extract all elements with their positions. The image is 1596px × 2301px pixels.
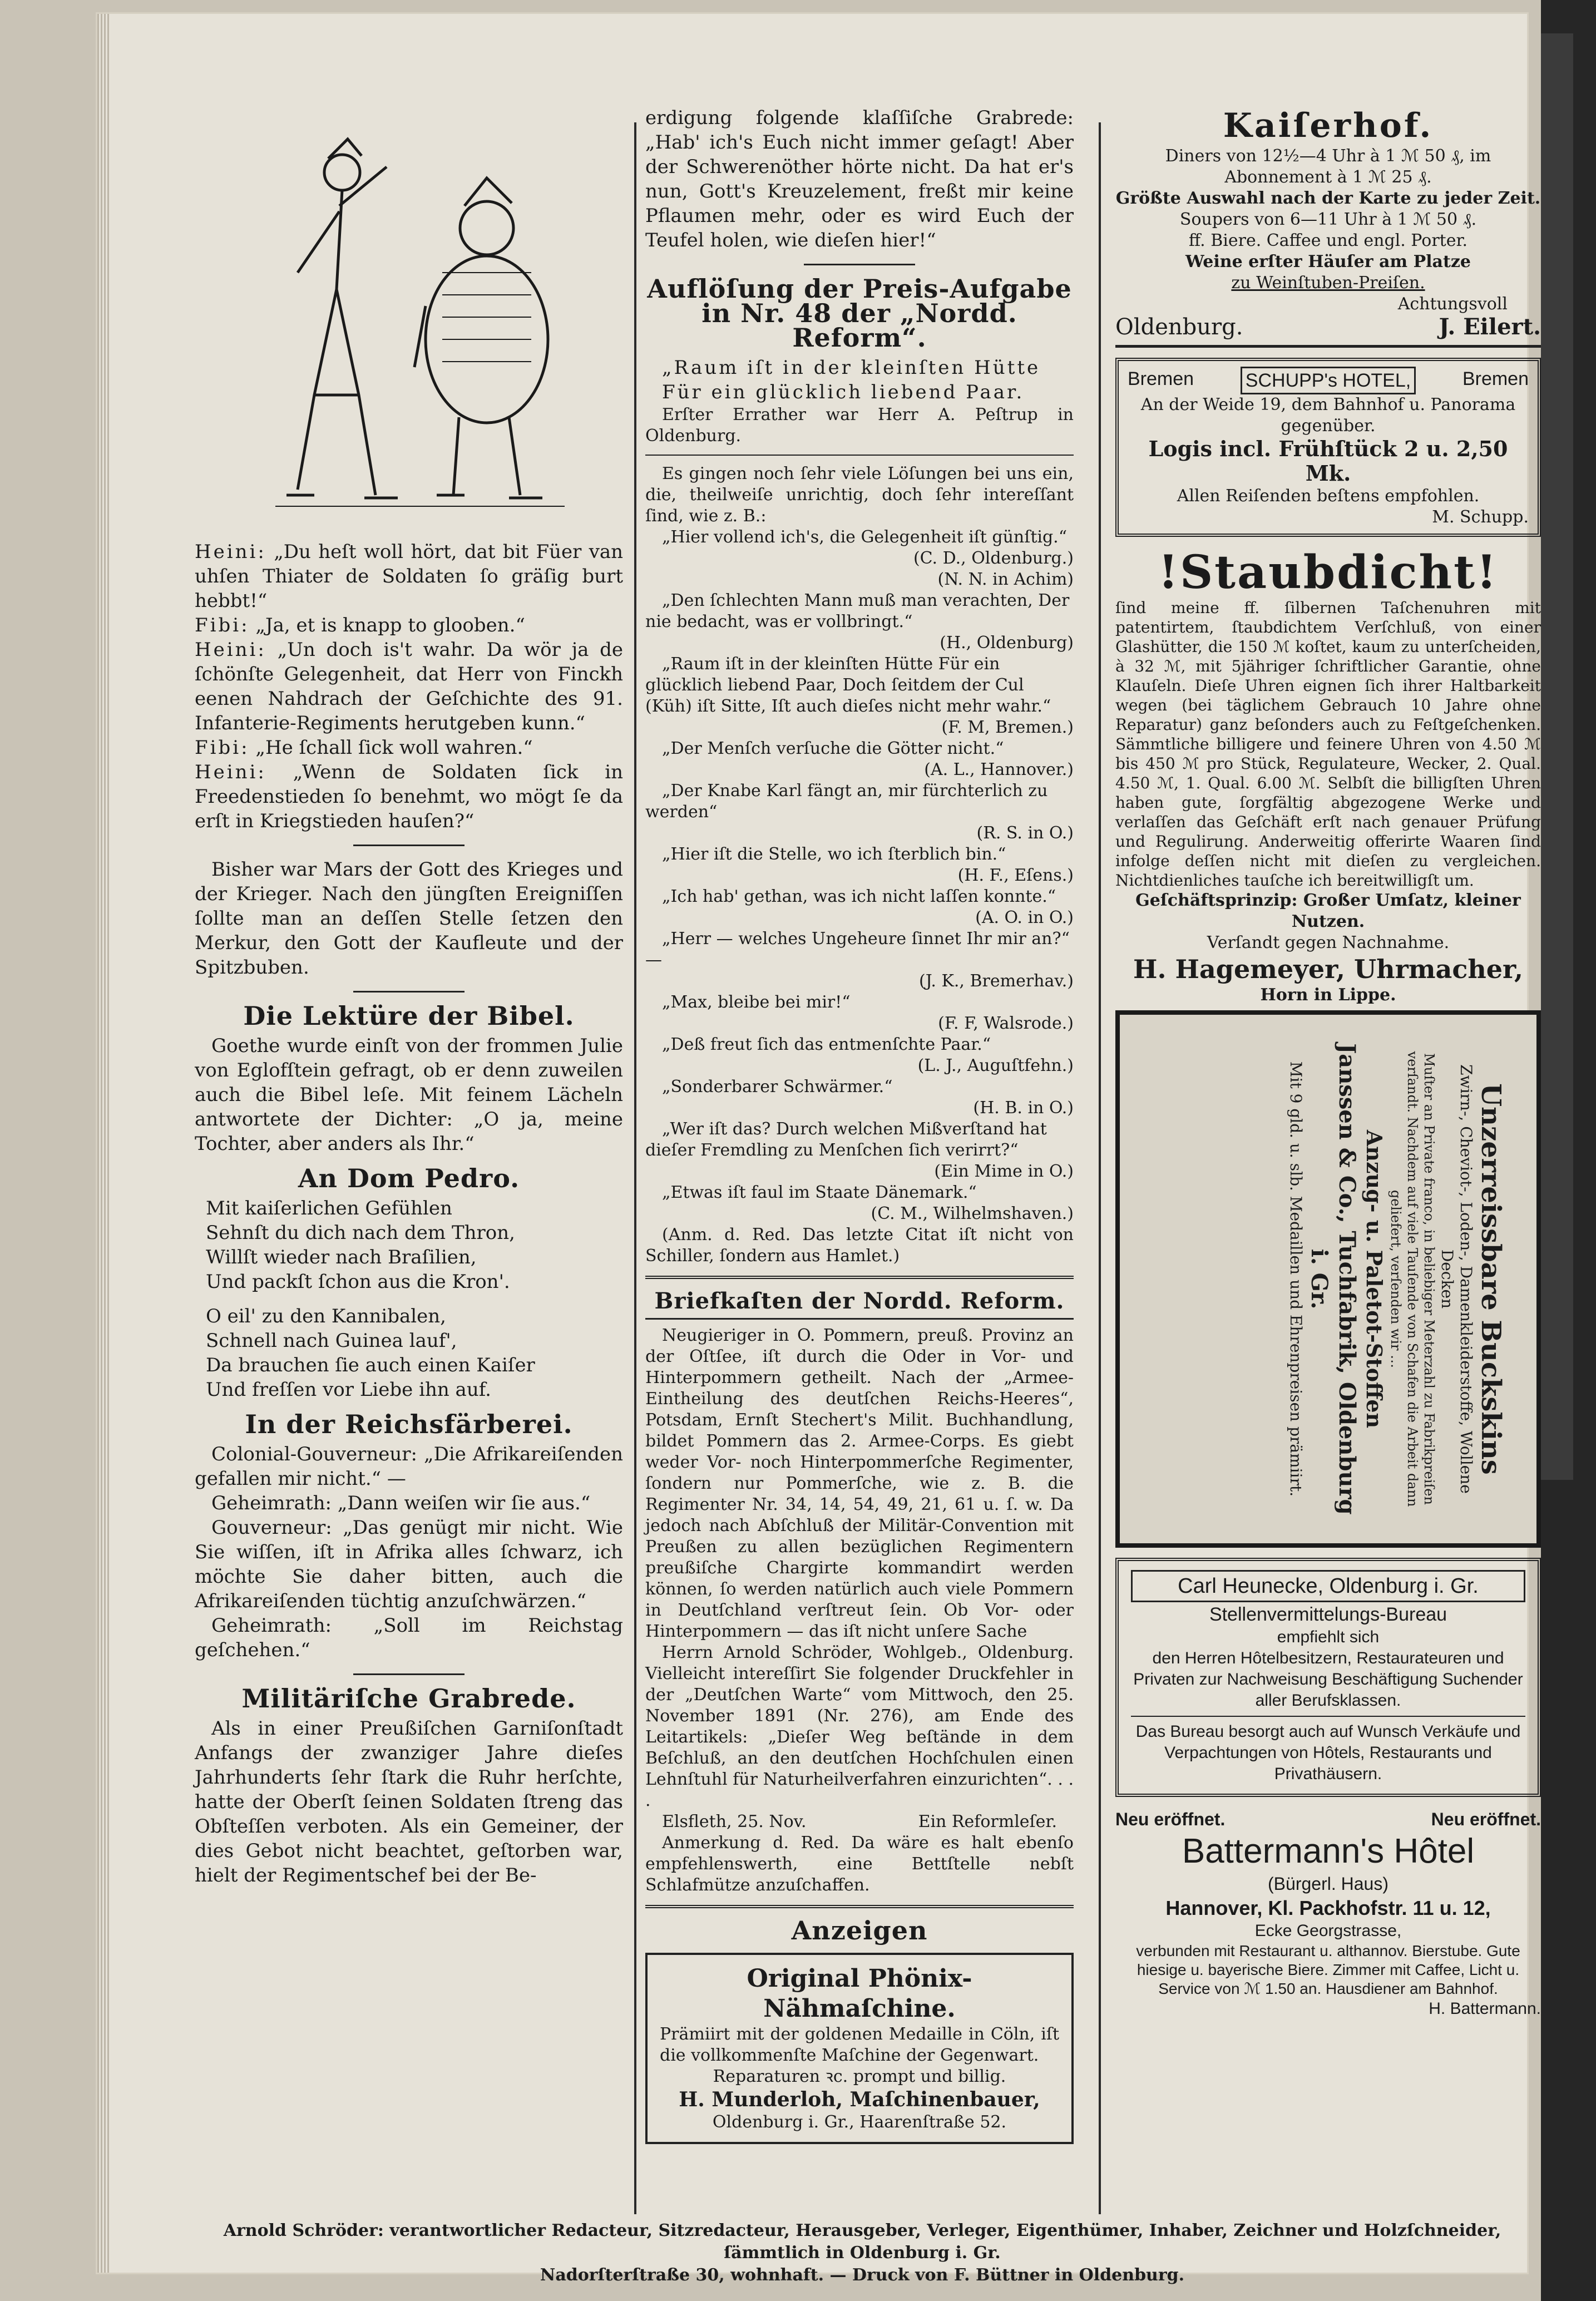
brief-text-1: Neugieriger in O. Pommern, preuß. Provinz an der Oſtſee, iſt durch die Oder in Vor- und Hinterpommern getheilt. Nach der „Armee-Eintheilung des deutſchen Reichs-Heeres“, Potsdam, Ernſt Stechert's Milit. Buchhandlung, bildet Pommern das 2. Armee-Corps. Es giebt weder Vor- noch Hinterpommerſche Regimenter, ſondern nur Pommerſche, wie z. B. die Regimenter Nr. 34, 14, 54, 49, 21, 61 u. ſ. w. Da jedoch nach Abſchluß der Militär-Convention mit Preußen zu allen bezüglichen Regimentern preußiſche Chargirte kommandirt werden können, ſo werden natürlich auch viele Pommern in Deutſchland verſtreut ſein. Ob Vor- oder Hinterpommern — das iſt nicht unſere Sache: [645, 1326, 1074, 1641]
column-1: [195, 106, 623, 1888]
reich-line: Colonial-Gouverneur: „Die Afrikareiſenden gefallen mir nicht.“ —: [195, 1443, 623, 1490]
brief-title: Briefkaſten der Nordd. Reform.: [645, 1289, 1074, 1320]
imprint-line-2: Nadorſterſtraße 30, wohnhaft. — Druck von F. Büttner in Oldenburg.: [540, 2265, 1185, 2285]
column-3: [1115, 106, 1541, 2019]
aufl-title-1: Auflöſung der Preis-Aufgabe: [647, 274, 1072, 304]
speaker: Heini:: [195, 639, 266, 661]
schupp-city: Bremen: [1128, 368, 1194, 389]
reich-line: Geheimrath: „Dann weiſen wir ſie aus.“: [211, 1492, 591, 1514]
page-stack-edge: [97, 14, 111, 2273]
staubdicht-cod: Verſandt gegen Nachnahme.: [1207, 933, 1450, 952]
staubdicht-principle: Geſchäftsprinzip: Großer Umſatz, kleiner Nutzen.: [1135, 891, 1521, 931]
verse-line: O eil' zu den Kannibalen,: [206, 1305, 446, 1327]
pedro-verse-2: [206, 1304, 623, 1402]
kaiserhof-name: J. Eilert.: [1439, 314, 1541, 340]
schupp-price: Logis incl. Frühſtück 2 u. 2,50 Mk.: [1148, 436, 1508, 486]
entry-quote: „Wer iſt das? Durch welchen Mißverſtand hat dieſer Fremdling zu Menſchen ſich verirrt?“: [645, 1119, 1047, 1160]
reich-line: Geheimrath: „Soll im Reichstag geſchehen.“: [195, 1614, 623, 1661]
dialog-line: [195, 760, 623, 833]
verse-line: Da brauchen ſie auch einen Kaiſer: [206, 1354, 535, 1376]
janssen-headline: Unzerreissbare Buckskins: [1475, 1083, 1506, 1475]
pedro-title: An Dom Pedro.: [298, 1163, 520, 1193]
kaiserhof-line: Diners von 12½—4 Uhr à 1 ℳ 50 ₰, im Abonnement à 1 ℳ 25 ₰.: [1165, 146, 1491, 187]
pedro-verse-1: [206, 1196, 623, 1294]
schupp-header: [1128, 367, 1529, 394]
verse-line: Und packſt ſchon aus die Kron'.: [206, 1271, 510, 1293]
kaiserhof-line: zu Weinſtuben-Preiſen.: [1231, 273, 1425, 293]
staubdicht-name: H. Hagemeyer, Uhrmacher,: [1133, 954, 1523, 984]
battermann-sub: (Bürgerl. Haus): [1268, 1874, 1389, 1894]
dialog-line: [195, 638, 623, 735]
speech: „Du heſt woll hört, dat bit Füer van uhſen Thiater de Soldaten ſo gräſig burt hebbt!“: [195, 541, 623, 612]
entry-quote: „Max, bleibe bei mir!“: [662, 993, 851, 1012]
schupp-hotel-ad: [1115, 358, 1541, 537]
verse-line: Und freſſen vor Liebe ihn auf.: [206, 1379, 491, 1401]
mars-paragraph: Bisher war Mars der Gott des Krieges und der Krieger. Nach den jüngſten Ereigniſſen ſollte man an deſſen Stelle ſetzen den Merkur, den Gott der Kaufleute und der Spitzbuben.: [195, 858, 623, 979]
speech: „Wenn de Soldaten ſick in Freedenstieden ſo benehmt, wo mögt ſe da erſt in Kriegstieden hauſen?“: [195, 761, 623, 832]
entry-author: (N. N. in Achim): [937, 570, 1074, 589]
speech: „He ſchall ſick woll wahren.“: [255, 737, 533, 759]
aufl-entries: [645, 527, 1074, 1224]
dialog-line: [195, 540, 623, 613]
book-cover: [1541, 0, 1596, 2301]
separator: [645, 1905, 1074, 1908]
phoenix-name: H. Munderloh, Maſchinenbauer,: [679, 2088, 1040, 2111]
battermann-new-right: Neu eröffnet.: [1431, 1809, 1541, 1829]
kaiserhof-respect: Achtungsvoll: [1397, 294, 1508, 314]
entry-quote: „Herr — welches Ungeheure ſinnet Ihr mir an?“ —: [645, 929, 1070, 970]
separator: [645, 1276, 1074, 1279]
entry-author: (L. J., Auguſtfehn.): [917, 1056, 1074, 1075]
heunecke-rule: [1131, 1716, 1525, 1717]
staubdicht-text: ſind meine ff. ſilbernen Taſchenuhren mit patentirtem, ſtaubdichtem Verſchluß, von einer Glashütter, die 150 ℳ koſtet, kaum zu unterſcheiden, à 32 ℳ, mit 5jähriger ſchriftlicher Garantie, ohne Klauſeln. Dieſe Uhren eignen ſich ihrer Haltbarkeit wegen (bei täglichem Gebrauch 10 Jahre ohne Reparatur) ganz beſonders auch zu Feſtgeſchenken. Sämmtliche billigere und feinere Uhren von 4.50 ℳ bis 450 ℳ pro Stück, Regulateure, Wecker, 2. Qual. 4.50 ℳ, 1. Qual. 6.00 ℳ. Selbſt die billigſten Uhren haben gute, ſorgfältig abgezogene Werke und verlaſſen das Geſchäft erſt nach genauer Prüfung und Regulirung. Anderweitig offerirte Waaren ſind infolge deſſen nicht mit dieſen zu vergleichen. Nichtdienliches tauſche ich bereitwilligſt um.: [1115, 599, 1541, 890]
heunecke-text-3: Das Bureau besorgt auch auf Wunsch Verkäufe und Verpachtungen von Hôtels, Restaurants und Privathäusern.: [1135, 1722, 1521, 1783]
phoenix-text: Prämiirt mit der goldenen Medaille in Cöln, iſt die vollkommenſte Maſchine der Gegenwart.: [660, 2025, 1059, 2065]
battermann-name: H. Battermann.: [1429, 1999, 1541, 2018]
reich-line: Gouverneur: „Das genügt mir nicht. Wie Sie wiſſen, iſt in Afrika alles ſchwarz, ich möchte Sie daher bitten, auch die Afrikareiſenden tüchtig anzuſchwärzen.“: [195, 1517, 623, 1612]
entry-author: (C. M., Wilhelmshaven.): [871, 1204, 1074, 1223]
aufl-note: (Anm. d. Red. Das letzte Citat iſt nicht von Schiller, ſondern aus Hamlet.): [645, 1225, 1074, 1266]
janssen-ad: [1115, 1010, 1541, 1548]
kaiserhof-line: Weine erſter Häuſer am Platze: [1185, 252, 1471, 271]
phoenix-ad: [645, 1953, 1074, 2144]
reich-title: In der Reichsfärberei.: [245, 1409, 573, 1439]
cover-spine: [1541, 33, 1573, 1480]
janssen-sub: Zwirn-, Cheviot-, Loden-, Damenkleiderstoffe, Wollene Decken: [1437, 1064, 1475, 1494]
imprint-footer: [195, 2220, 1530, 2287]
separator: [804, 264, 915, 265]
staubdicht-title: !Staubdicht!: [1158, 546, 1499, 599]
entry-quote: „Hier vollend ich's, die Gelegenheit iſt günſtig.“: [662, 527, 1068, 547]
separator: [353, 1673, 465, 1675]
entry-quote: „Der Knabe Karl fängt an, mir fürchterlich zu werden“: [645, 781, 1048, 822]
aufl-intro: Es gingen noch ſehr viele Löſungen bei uns ein, die, theilweiſe unrichtig, doch ſehr intereſſant ſind, wie z. B.:: [645, 464, 1074, 526]
entry-author: (C. D., Oldenburg.): [913, 549, 1074, 568]
grab-title: Militäriſche Grabrede.: [241, 1683, 576, 1714]
column-2: [645, 106, 1074, 2154]
schupp-address: An der Weide 19, dem Bahnhof u. Panorama gegenüber.: [1140, 395, 1516, 436]
heunecke-text-2: den Herren Hôtelbesitzern, Restaurateuren und Privaten zur Nachweisung Beschäftigung Suchender aller Berufsklassen.: [1133, 1649, 1523, 1710]
bibel-text: Goethe wurde einſt von der frommen Julie von Eglofſtein gefragt, ob er denn zuweilen auch die Bibel leſe. Mit feinem Lächeln antwortete der Dichter: „O ja, meine Tochter, aber anders als Ihr.“: [195, 1035, 623, 1155]
kaiserhof-signature: [1115, 315, 1541, 339]
schupp-signature: M. Schupp.: [1432, 507, 1529, 527]
entry-quote: „Raum iſt in der kleinſten Hütte Für ein glücklich liebend Paar, Doch ſeitdem der Cul (Küh) iſt Sitte, Iſt auch dieſes nicht mehr wahr.“: [645, 654, 1051, 716]
kaiserhof-place: Oldenburg.: [1115, 314, 1243, 340]
battermann-title: Battermann's Hôtel: [1182, 1832, 1475, 1870]
kaiserhof-line: Soupers von 6—11 Uhr à 1 ℳ 50 ₰.: [1179, 210, 1477, 229]
entry-author: (Ein Mime in O.): [934, 1162, 1074, 1181]
schupp-recommend: Allen Reiſenden beſtens empfohlen.: [1177, 486, 1480, 506]
entry-author: (J. K., Bremerhav.): [918, 971, 1074, 991]
speaker: Fibi:: [195, 737, 250, 759]
staubdicht-place: Horn in Lippe.: [1260, 985, 1396, 1005]
kaiserhof-line: ff. Biere. Caffee und engl. Porter.: [1188, 231, 1468, 250]
imprint-line-1: Arnold Schröder: verantwortlicher Redacteur, Sitzredacteur, Herausgeber, Verleger, Eigenthümer, Inhaber, Zeichner und Holzſchneider, ſämmtlich in Oldenburg i. Gr.: [223, 2221, 1501, 2263]
phoenix-address: Oldenburg i. Gr., Haarenſtraße 52.: [712, 2112, 1007, 2132]
battermann-ad: [1115, 1807, 1541, 2019]
entry-author: (H. B. in O.): [973, 1098, 1074, 1118]
heunecke-sub: Stellenvermittelungs-Bureau: [1209, 1604, 1447, 1625]
anzeigen-title: Anzeigen: [791, 1915, 928, 1946]
entry-quote: „Ich hab' gethan, was ich nicht laſſen konnte.“: [662, 887, 1056, 906]
dialog-block: [195, 540, 623, 833]
column-rule-2: [1099, 122, 1101, 2214]
heunecke-title: Carl Heunecke, Oldenburg i. Gr.: [1131, 1570, 1525, 1602]
janssen-coat: Anzug- u. Paletot-Stoffen: [1361, 1129, 1387, 1429]
separator: [353, 991, 465, 993]
entry-author: (A. O. in O.): [975, 908, 1074, 927]
entry-author: (H., Oldenburg): [940, 633, 1074, 653]
entry-author: (R. S. in O.): [976, 823, 1074, 843]
brief-signature: [645, 1811, 1074, 1833]
entry-quote: „Hier iſt die Stelle, wo ich ſterblich bin.“: [662, 845, 1006, 864]
entry-author: (F. M, Bremen.): [941, 718, 1074, 737]
phoenix-repairs: Reparaturen ꝛc. prompt und billig.: [713, 2067, 1006, 2086]
janssen-firm: Janssen & Co., Tuchfabrik, Oldenburg i. Gr.: [1306, 1043, 1360, 1515]
verse-line: Willſt wieder nach Braſilien,: [206, 1246, 477, 1268]
brief-note: Anmerkung d. Red. Da wäre es halt ebenſo empfehlenswerth, eine Bettſtelle nebſt Schlafmütze anzuſchaffen.: [645, 1833, 1074, 1895]
verse-line: Mit kaiſerlichen Gefühlen: [206, 1197, 452, 1219]
janssen-rotated: [1150, 1034, 1506, 1524]
entry-quote: „Etwas iſt faul im Staate Dänemark.“: [662, 1183, 977, 1202]
aufl-first: Erſter Errather war Herr A. Peſtrup in Oldenburg.: [645, 405, 1074, 446]
separator: [645, 455, 1074, 456]
schupp-name: SCHUPP's HOTEL,: [1241, 367, 1416, 394]
aufl-verse-1: „Raum iſt in der kleinſten Hütte: [662, 357, 1041, 379]
verse-line: Sehnſt du dich nach dem Thron,: [206, 1222, 515, 1244]
dialog-line: [195, 735, 623, 760]
speaker: Heini:: [195, 541, 266, 563]
battermann-text: verbunden mit Restaurant u. althannov. Bierstube. Gute hiesige u. bayerische Biere. Zimmer mit Caffee, Licht u. Service von ℳ 1.50 an. Hausdiener am Bahnhof.: [1136, 1942, 1520, 1997]
heunecke-text-1: empfiehlt sich: [1277, 1628, 1380, 1646]
schupp-city: Bremen: [1462, 368, 1529, 389]
speaker: Fibi:: [195, 614, 250, 636]
verse-line: Schnell nach Guinea lauf',: [206, 1330, 457, 1352]
grab-text: Als in einer Preußiſchen Garniſonſtadt Anfangs der zwanziger Jahre dieſes Jahrhunderts ſehr ſtark die Ruhr herſchte, hatte der Oberſt ſeinen Soldaten ſtreng das Obſteſſen verboten. Als ein Gemeiner, der dies Gebot nicht beachtet, geſtorben war, hielt der Regimentschef bei der Be-: [195, 1717, 623, 1887]
speech: „Ja, et is knapp to glooben.“: [255, 614, 525, 636]
janssen-body: Muſter an Private franco, in beliebiger Meterzahl zu Fabrikpreiſen verſandt. Nachdem auf viele Tauſende von Schafen die Arbeit dann geliefert, verſenden wir …: [1387, 1051, 1437, 1507]
entry-quote: „Der Menſch verſuche die Götter nicht.“: [662, 739, 1004, 758]
cartoon-illustration: [231, 106, 587, 529]
janssen-medal: Mit 9 gld. u. slb. Medaillen und Ehrenpreisen prämiirt.: [1286, 1061, 1305, 1497]
phoenix-title: Original Phönix-Nähmaſchine.: [747, 1964, 972, 2023]
speaker: Heini:: [195, 761, 266, 783]
grab-continuation: erdigung folgende klaſſiſche Grabrede: „Hab' ich's Euch nicht immer geſagt! Aber der Schwerenöther hörte nicht. Da hat er's nun, Gott's Kreuzelement, freßt mir keine Pflaumen mehr, oder es wird Euch der Teufel holen, wie dieſen hier!“: [645, 107, 1074, 251]
battermann-corner: Ecke Georgstrasse,: [1254, 1922, 1402, 1940]
separator: [353, 845, 465, 846]
aufl-title-2: in Nr. 48 der „Nordd. Reform“.: [701, 298, 1017, 353]
bibel-title: Die Lektüre der Bibel.: [243, 1001, 575, 1031]
brief-sig-place: Elsfleth, 25. Nov.: [662, 1812, 807, 1831]
entry-quote: „Den ſchlechten Mann muß man verachten, Der nie bedacht, was er vollbringt.“: [645, 591, 1070, 631]
kaiserhof-line: Größte Auswahl nach der Karte zu jeder Zeit.: [1115, 189, 1541, 208]
kaiserhof-ad: [1115, 106, 1541, 339]
brief-sig-name: Ein Reformleſer.: [918, 1812, 1057, 1831]
battermann-new: [1115, 1807, 1541, 1831]
entry-quote: „Deß freut ſich das entmenſchte Paar.“: [662, 1035, 991, 1054]
kaiserhof-title: Kaiſerhof.: [1223, 106, 1434, 145]
brief-text-2: Herrn Arnold Schröder, Wohlgeb., Oldenburg. Vielleicht intereſſirt Sie folgender Druckfehler in der „Deutſchen Warte“ vom Mittwoch, den 25. November 1891 (Nr. 276), am Ende des Leitartikels: „Dieſer Weg beſtände in dem Beſchluß, an den deutſchen Hochſchulen einen Lehnſtuhl für Naturheilverfahren einzurichten“. . . .: [645, 1643, 1074, 1810]
entry-author: (H. F., Eſens.): [957, 866, 1074, 885]
aufl-verse-2: Für ein glücklich liebend Paar.: [662, 381, 1025, 403]
separator: [1115, 345, 1541, 348]
dialog-line: [195, 613, 623, 638]
column-rule-1: [634, 122, 636, 2214]
heunecke-ad: [1115, 1558, 1541, 1797]
entry-author: (A. L., Hannover.): [924, 760, 1074, 779]
battermann-address: Hannover, Kl. Packhofstr. 11 u. 12,: [1165, 1897, 1491, 1919]
entry-quote: „Sonderbarer Schwärmer.“: [662, 1077, 893, 1097]
entry-author: (F. F, Walsrode.): [938, 1014, 1074, 1033]
speech: „Un doch is't wahr. Da wör ja de ſchönſte Gelegenheit, dat Herr von Finckh eenen Nahdrach der Geſchichte des 91. Infanterie-Regiments herutgeben kunn.“: [195, 639, 623, 734]
battermann-new-left: Neu eröffnet.: [1115, 1809, 1226, 1829]
staubdicht-ad: [1115, 547, 1541, 1006]
